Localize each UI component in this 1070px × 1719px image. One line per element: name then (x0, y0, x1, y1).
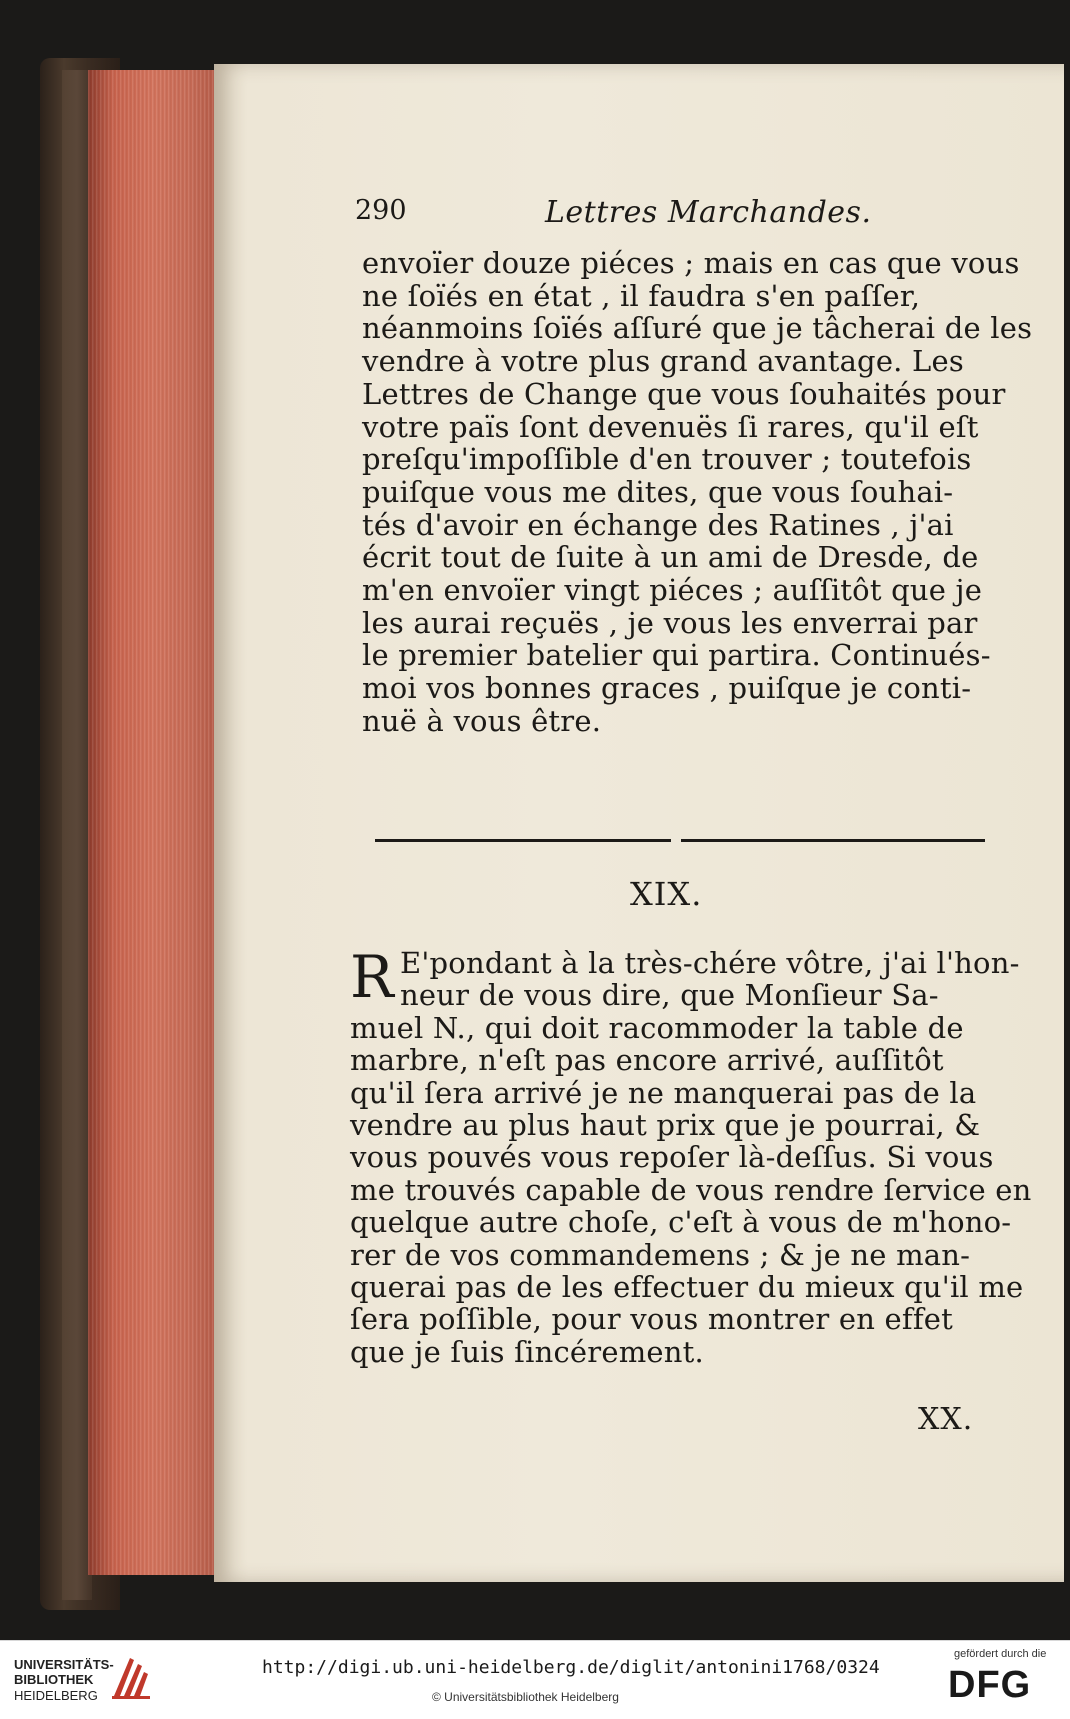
university-library-logo[interactable] (14, 1655, 114, 1707)
text-line: que je ſuis ſincérement. (350, 1334, 704, 1369)
page-number: 290 (355, 195, 407, 226)
text-line: m'en envoïer vingt piéces ; auſſitôt que je (362, 573, 983, 607)
letter-number: XIX. (630, 875, 703, 913)
text-line: preſqu'impoſſible d'en trouver ; toutefois (362, 442, 972, 477)
text-line: écrit tout de ſuite à un ami de Dresde, de (362, 540, 979, 575)
text-line: rer de vos commandemens ; & je ne man- (350, 1237, 971, 1272)
text-line: E'pondant à la très-chére vôtre, j'ai l'hon- (400, 946, 1020, 980)
text-line: qu'il ſera arrivé je ne manquerai pas de la (350, 1075, 977, 1110)
text-line: néanmoins ſoïés aſſuré que je tâcherai de les (362, 311, 1033, 346)
copyright-notice: © Universitätsbibliothek Heidelberg (432, 1690, 619, 1704)
red-page-edges (88, 70, 218, 1575)
text-line: vous pouvés vous repoſer là-deſſus. Si vous (350, 1140, 994, 1175)
text-line: marbre, n'eſt pas encore arrivé, auſſitôt (350, 1043, 944, 1078)
text-line: ne ſoïés en état , il faudra s'en paſſer, (362, 278, 921, 313)
text-line: quelque autre choſe, c'eſt à vous de m'hono- (350, 1205, 1012, 1240)
text-line: les aurai reçuës , je vous les enverrai par (362, 605, 978, 640)
dfg-logo[interactable]: DFG (948, 1664, 1032, 1706)
text-line: nuë à vous être. (362, 703, 602, 738)
text-line: muel N., qui doit racommoder la table de (350, 1010, 964, 1045)
text-line: vendre au plus haut prix que je pourrai, & (350, 1108, 981, 1142)
text-line: envoïer douze piéces ; mais en cas que vous (362, 246, 1020, 280)
text-line: puiſque vous me dites, que vous ſouhai- (362, 474, 954, 509)
funder-caption: gefördert durch die (954, 1648, 1047, 1660)
text-line: querai pas de les effectuer du mieux qu'il me (350, 1270, 1024, 1304)
drop-cap: R (350, 943, 394, 1011)
text-line: vendre à votre plus grand avantage. Les (362, 344, 964, 379)
text-line: neur de vous dire, que Monſieur Sa- (400, 978, 939, 1013)
running-head (355, 195, 995, 235)
logo-line-3: HEIDELBERG (14, 1688, 98, 1703)
divider-gap (671, 836, 681, 845)
library-emblem-icon (108, 1652, 152, 1702)
viewer-footer (0, 1640, 1070, 1719)
text-line: me trouvés capable de vous rendre ſervice en (350, 1172, 1032, 1207)
logo-line-2: BIBLIOTHEK (14, 1672, 94, 1687)
text-line: Lettres de Change que vous ſouhaités pour (362, 376, 1006, 411)
catchword: XX. (918, 1402, 974, 1437)
text-line: le premier batelier qui partira. Continués- (362, 638, 991, 673)
permalink-url[interactable]: http://digi.ub.uni-heidelberg.de/diglit/antonini1768/0324 (262, 1657, 880, 1678)
logo-line-1: UNIVERSITÄTS- (14, 1657, 114, 1672)
page-right-edge (1064, 64, 1070, 1582)
text-line: moi vos bonnes graces , puiſque je conti- (362, 671, 972, 706)
running-title: Lettres Marchandes. (545, 195, 872, 230)
text-line: ſera poſſible, pour vous montrer en effet (350, 1302, 953, 1337)
text-line: tés d'avoir en échange des Ratines , j'ai (362, 507, 954, 542)
text-line: votre païs ſont devenuës ſi rares, qu'il eſt (362, 409, 979, 444)
